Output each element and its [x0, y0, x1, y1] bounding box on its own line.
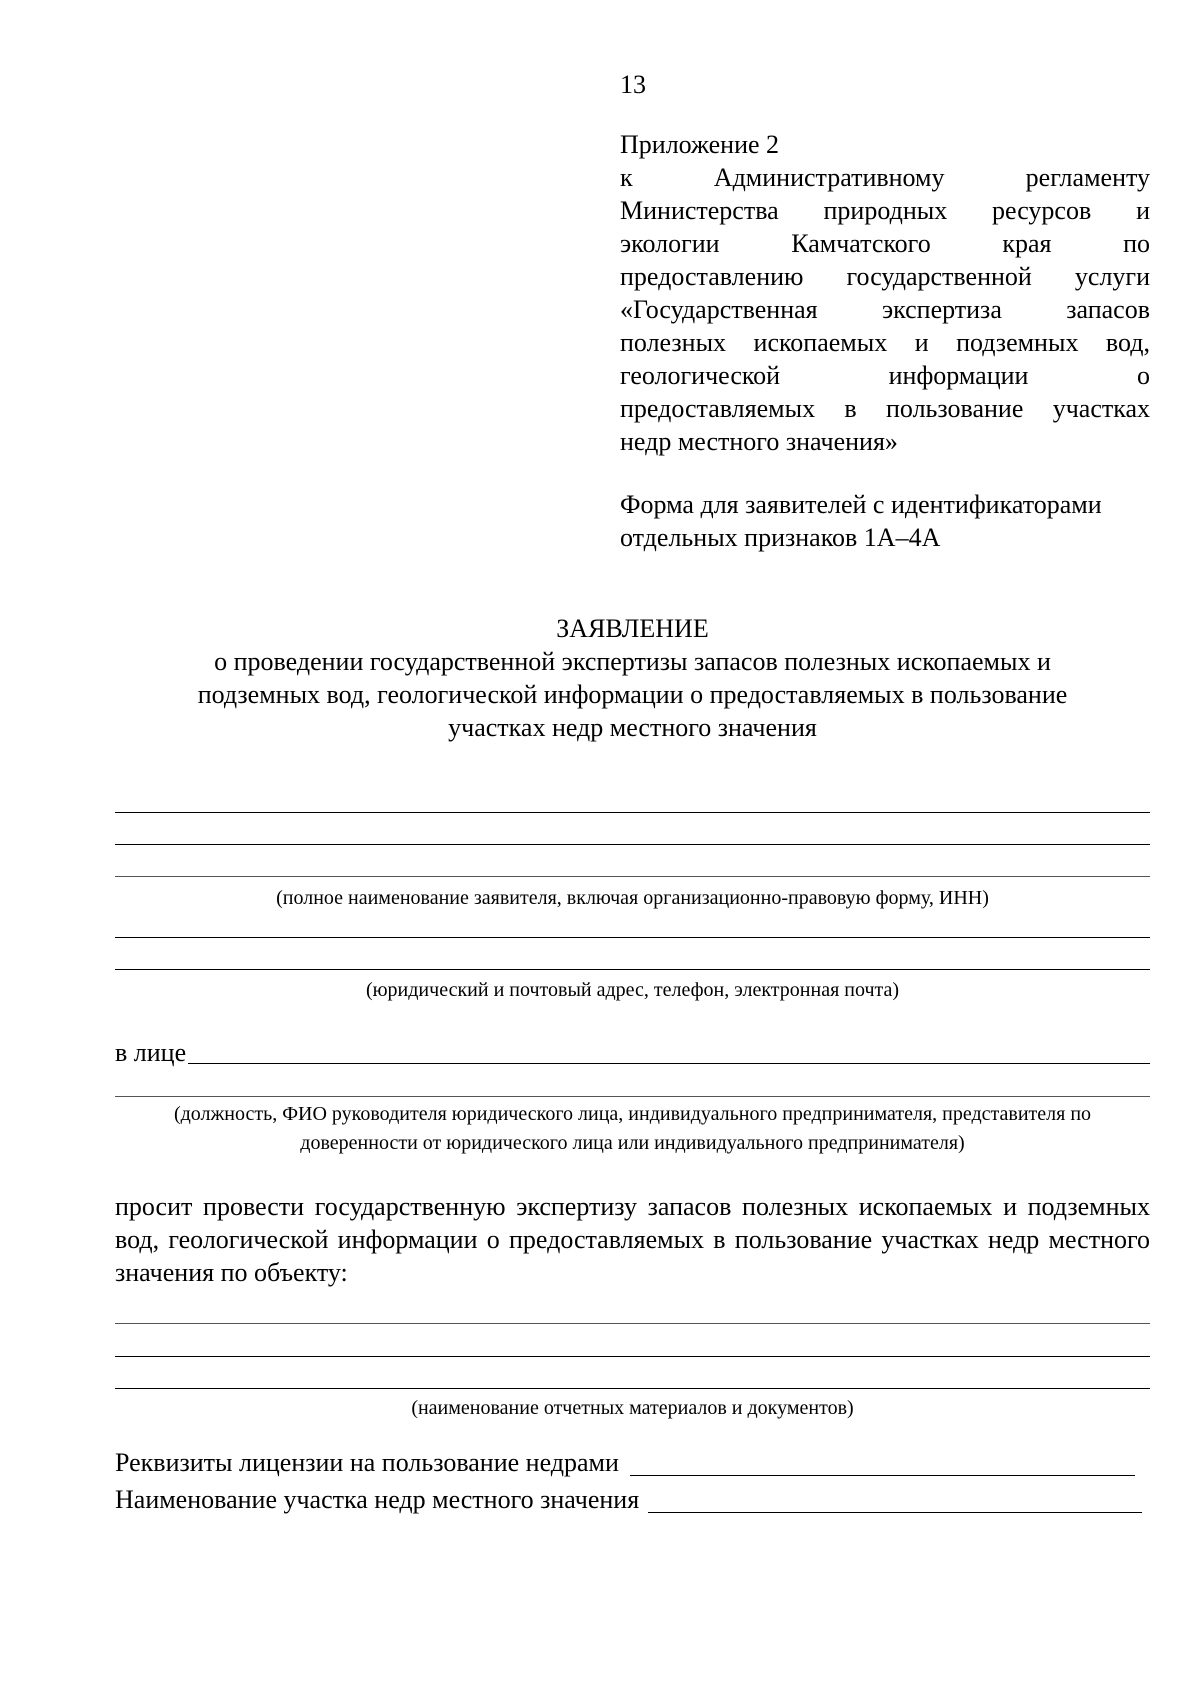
request-line: вод, геологической информации о предоставляемых в пользование участках недр местного [115, 1225, 1150, 1254]
appendix-line: к Административному регламенту [620, 163, 1150, 192]
request-line: просит провести государственную экспертизу запасов полезных ископаемых и подземных [115, 1192, 1150, 1221]
document-title [115, 612, 1150, 744]
applicant-name-line-2[interactable] [115, 844, 1150, 845]
in-person-label: в лице [115, 1038, 187, 1067]
form-note-line: Форма для заявителей с идентификаторами [620, 490, 1102, 519]
applicant-name-line-1[interactable] [115, 812, 1150, 813]
license-label: Реквизиты лицензии на пользование недрами [115, 1448, 619, 1477]
site-line[interactable] [648, 1512, 1142, 1513]
title-heading: ЗАЯВЛЕНИЕ [556, 614, 709, 643]
title-line: участках недр местного значения [448, 713, 817, 742]
title-line: о проведении государственной экспертизы запасов полезных ископаемых и [214, 647, 1051, 676]
representative-caption [115, 1100, 1150, 1158]
materials-caption: (наименование отчетных материалов и документов) [411, 1397, 854, 1419]
representative-caption-line: доверенности от юридического лица или индивидуального предпринимателя) [300, 1132, 965, 1154]
appendix-block [620, 128, 1150, 458]
site-label: Наименование участка недр местного значения [115, 1485, 640, 1514]
appendix-line: Приложение 2 [620, 130, 780, 159]
appendix-line: предоставляемых в пользование участках [620, 394, 1150, 423]
request-line: значения по объекту: [115, 1258, 348, 1287]
materials-line-1[interactable] [115, 1323, 1150, 1324]
in-person-line[interactable] [188, 1063, 1150, 1064]
license-line[interactable] [630, 1475, 1135, 1476]
appendix-line: полезных ископаемых и подземных вод, [620, 328, 1150, 357]
title-line: подземных вод, геологической информации о предоставляемых в пользование [197, 680, 1068, 709]
representative-caption-line: (должность, ФИО руководителя юридического лица, индивидуального предпринимателя, представителя по [173, 1103, 1092, 1125]
in-person-line-2[interactable] [115, 1096, 1150, 1097]
appendix-line: «Государственная экспертиза запасов [620, 295, 1150, 324]
materials-line-2[interactable] [115, 1356, 1150, 1357]
appendix-line: предоставлению государственной услуги [620, 262, 1150, 291]
page-number: 13 [620, 70, 646, 99]
applicant-name-caption: (полное наименование заявителя, включая организационно-правовую форму, ИНН) [276, 887, 989, 909]
address-line-1[interactable] [115, 937, 1150, 938]
appendix-line: недр местного значения» [620, 427, 898, 456]
form-note [620, 488, 1160, 554]
materials-line-3[interactable] [115, 1388, 1150, 1389]
form-note-line: отдельных признаков 1А–4А [620, 523, 941, 552]
address-line-2[interactable] [115, 969, 1150, 970]
address-caption: (юридический и почтовый адрес, телефон, электронная почта) [365, 979, 900, 1001]
appendix-line: Министерства природных ресурсов и [620, 196, 1150, 225]
appendix-line: геологической информации о [620, 361, 1150, 390]
appendix-line: экологии Камчатского края по [620, 229, 1150, 258]
request-text [115, 1190, 1150, 1289]
applicant-name-line-3[interactable] [115, 876, 1150, 877]
